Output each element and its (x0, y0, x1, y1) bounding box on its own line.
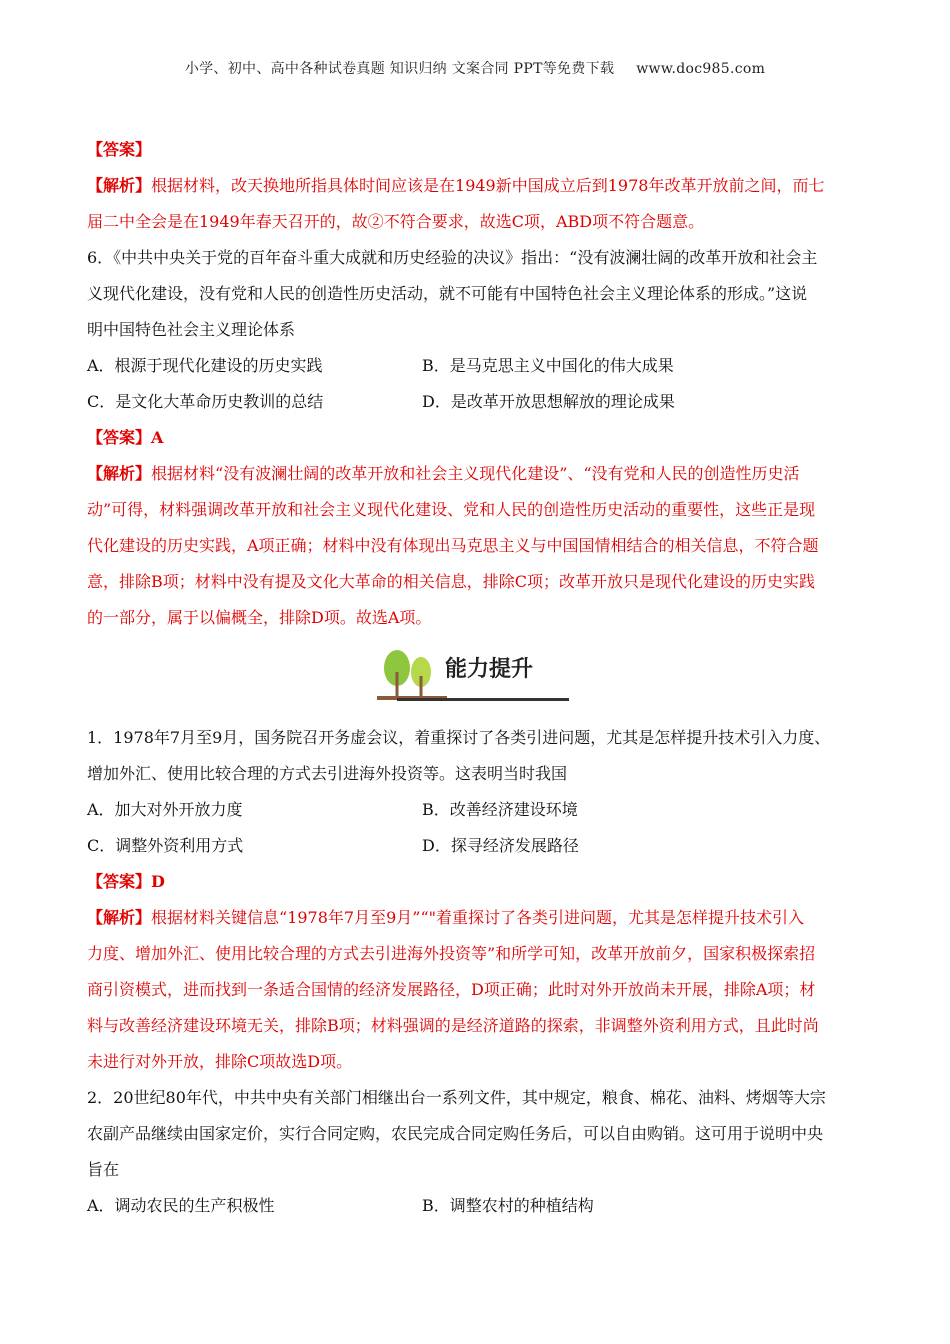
q6-analysis-line-4: 意，排除B项；材料中没有提及文化大革命的相关信息，排除C项；改革开放只是现代化建设的历史实践 (87, 572, 816, 591)
q1-analysis-line-3: 商引资模式，进而找到一条适合国情的经济发展路径，D项正确；此时对外开放尚未开展，排除A项；材 (87, 980, 816, 999)
q2-option-b: B．调整农村的种植结构 (422, 1196, 594, 1215)
q1-analysis-line-2: 力度、增加外汇、使用比较合理的方式去引进海外投资等”和所学可知，改革开放前夕，国家积极探索招 (87, 944, 816, 963)
banner-graphic (377, 646, 569, 704)
q6-option-c: C．是文化大革命历史教训的总结 (87, 392, 324, 411)
banner-title: 能力提升 (445, 657, 534, 682)
banner-underline (397, 698, 569, 701)
q1-option-a: A．加大对外开放力度 (87, 800, 243, 819)
q1-analysis-line-1: 【解析】根据材料关键信息“1978年7月至9月”“"着重探讨了各类引进问题，尤其是怎样提升技术引入 (87, 908, 804, 927)
q1-analysis-label: 【解析】 (87, 908, 152, 927)
q6-option-d: D．是改革开放思想解放的理论成果 (422, 392, 675, 411)
header-text: 小学、初中、高中各种试卷真题 知识归纳 文案合同 PPT等免费下载 (184, 61, 615, 77)
document-body (87, 132, 867, 1224)
q2-stem-line-3: 旨在 (87, 1160, 120, 1179)
q2-stem-line-1: 2．20世纪80年代，中共中央有关部门相继出台一系列文件，其中规定，粮食、棉花、油料、烤烟等大宗 (87, 1088, 826, 1107)
q6-analysis-line-1: 【解析】根据材料“没有波澜壮阔的改革开放和社会主义现代化建设”、“没有党和人民的创造性历史活 (87, 464, 800, 483)
section-banner (87, 640, 867, 716)
prev-answer-label: 【答案】 (87, 140, 152, 159)
q6-option-a: A．根源于现代化建设的历史实践 (87, 356, 323, 375)
q1-stem-line-1: 1．1978年7月至9月，国务院召开务虚会议，着重探讨了各类引进问题，尤其是怎样提升技术引入力度、 (87, 728, 831, 747)
q1-option-d: D．探寻经济发展路径 (422, 836, 579, 855)
q1-stem-line-2: 增加外汇、使用比较合理的方式去引进海外投资等。这表明当时我国 (87, 764, 568, 783)
q6-options-row-1 (87, 348, 867, 384)
q6-answer: 【答案】A (87, 428, 164, 447)
q2-stem-line-2: 农副产品继续由国家定价，实行合同定购，农民完成合同定购任务后，可以自由购销。这可用于说明中央 (87, 1124, 824, 1143)
q6-analysis-line-5: 的一部分，属于以偏概全，排除D项。故选A项。 (87, 608, 432, 627)
q6-stem-line-2: 义现代化建设，没有党和人民的创造性历史活动，就不可能有中国特色社会主义理论体系的形成。”这说 (87, 284, 808, 303)
prev-analysis-line-1: 【解析】根据材料，改天换地所指具体时间应该是在1949新中国成立后到1978年改革开放前之间，而七 (87, 176, 825, 195)
q6-stem-line-1: 6．《中共中央关于党的百年奋斗重大成就和历史经验的决议》指出：“没有波澜壮阔的改革开放和社会主 (87, 248, 818, 267)
q1-options-row-2 (87, 828, 867, 864)
q6-analysis-line-2: 动”可得，材料强调改革开放和社会主义现代化建设、党和人民的创造性历史活动的重要性，这些正是现 (87, 500, 816, 519)
q1-analysis-line-4: 料与改善经济建设环境无关，排除B项；材料强调的是经济道路的探索，非调整外资利用方式，且此时尚 (87, 1016, 819, 1035)
q6-analysis-line-3: 代化建设的历史实践，A项正确；材料中没有体现出马克思主义与中国国情相结合的相关信息，不符合题 (87, 536, 819, 555)
q1-option-b: B．改善经济建设环境 (422, 800, 578, 819)
q2-options-row-1 (87, 1188, 867, 1224)
q1-option-c: C．调整外资利用方式 (87, 836, 244, 855)
page-header (0, 58, 950, 78)
q6-options-row-2 (87, 384, 867, 420)
prev-analysis-label: 【解析】 (87, 176, 152, 195)
q1-answer: 【答案】D (87, 872, 165, 891)
q6-analysis-label: 【解析】 (87, 464, 152, 483)
tree-icon (377, 646, 447, 704)
header-url[interactable]: www.doc985.com (636, 61, 766, 77)
q2-option-a: A．调动农民的生产积极性 (87, 1196, 275, 1215)
q6-option-b: B．是马克思主义中国化的伟大成果 (422, 356, 674, 375)
q6-stem-line-3: 明中国特色社会主义理论体系 (87, 320, 296, 339)
q1-options-row-1 (87, 792, 867, 828)
q1-analysis-line-5: 未进行对外开放，排除C项故选D项。 (87, 1052, 353, 1071)
prev-analysis-line-2: 届二中全会是在1949年春天召开的，故②不符合要求，故选C项，ABD项不符合题意。 (87, 212, 705, 231)
